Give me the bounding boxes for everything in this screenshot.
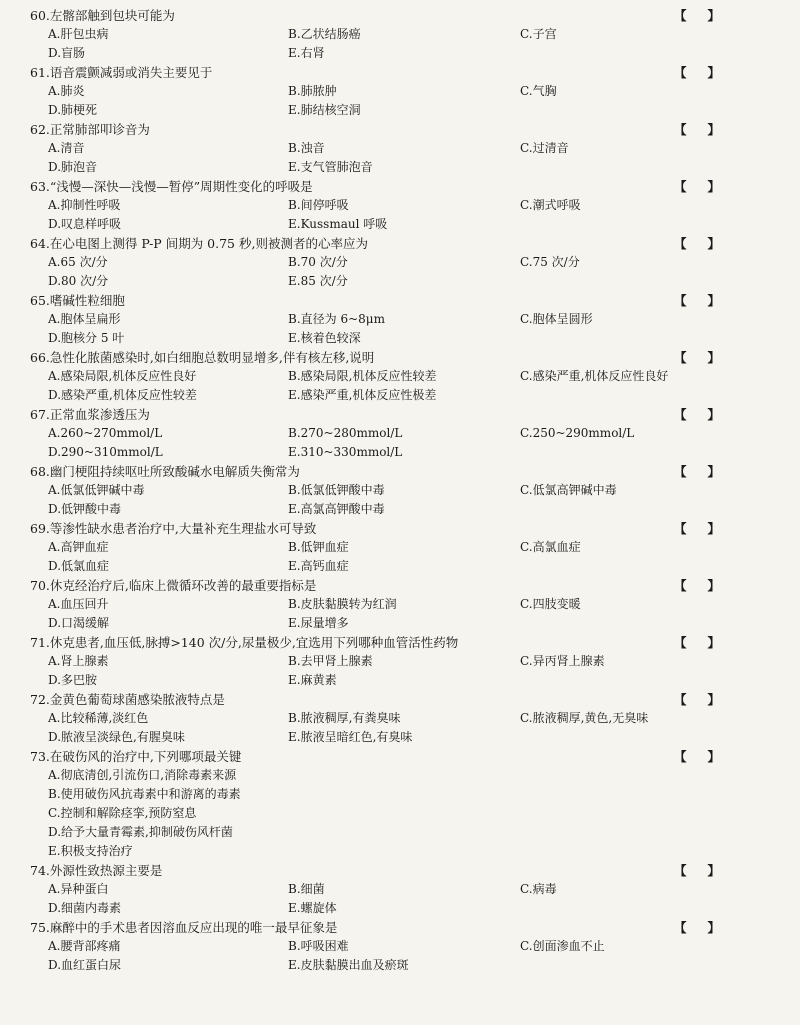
- question-65: [30, 291, 782, 348]
- bracket-left: 【: [674, 350, 687, 365]
- option-e: E.Kussmaul 呼吸: [288, 217, 388, 231]
- bracket-right: 】: [707, 692, 720, 707]
- question-stem: 63.“浅慢—深快—浅慢—暂停”周期性变化的呼吸是: [30, 179, 313, 194]
- bracket-right: 】: [707, 920, 720, 935]
- bracket-right: 】: [707, 863, 720, 878]
- option-a: A.肝包虫病: [48, 27, 109, 41]
- option-b: B.乙状结肠癌: [288, 27, 361, 41]
- answer-bracket: [674, 63, 720, 82]
- question-stem: 73.在破伤风的治疗中,下列哪项最关键: [30, 749, 242, 764]
- bracket-right: 】: [707, 578, 720, 593]
- question-stem: 67.正常血浆渗透压为: [30, 407, 150, 422]
- options-list: [30, 424, 782, 462]
- option-e: E.高钙血症: [288, 559, 349, 573]
- option-b: B.皮肤黏膜转为红润: [288, 597, 397, 611]
- options-list: [30, 652, 782, 690]
- bracket-left: 【: [674, 692, 687, 707]
- option-d: D.80 次/分: [48, 274, 109, 288]
- options-list: [30, 196, 782, 234]
- options-list: [30, 595, 782, 633]
- option-d: D.肺泡音: [48, 160, 98, 174]
- question-stem: 75.麻醉中的手术患者因溶血反应出现的唯一最早征象是: [30, 920, 338, 935]
- options-list: [30, 253, 782, 291]
- bracket-left: 【: [674, 920, 687, 935]
- option-e: E.85 次/分: [288, 274, 348, 288]
- question-75: [30, 918, 782, 975]
- option-d: D.290~310mmol/L: [48, 445, 163, 459]
- option-e: E.尿量增多: [288, 616, 349, 630]
- option-c: C.四肢变暖: [520, 597, 581, 611]
- answer-bracket: [674, 291, 720, 310]
- option-c: C.子宫: [520, 27, 557, 41]
- bracket-right: 】: [707, 65, 720, 80]
- answer-bracket: [674, 405, 720, 424]
- option-c: C.250~290mmol/L: [520, 426, 635, 440]
- option-a: A.清音: [48, 141, 85, 155]
- options-list: [30, 880, 782, 918]
- answer-bracket: [674, 633, 720, 652]
- bracket-right: 】: [707, 350, 720, 365]
- option-a: A.胞体呈扁形: [48, 312, 121, 326]
- question-71: [30, 633, 782, 690]
- question-stem: 70.休克经治疗后,临床上微循环改善的最重要指标是: [30, 578, 317, 593]
- option-a: A.抑制性呼吸: [48, 198, 121, 212]
- answer-bracket: [674, 519, 720, 538]
- question-67: [30, 405, 782, 462]
- option-a: A.彻底清创,引流伤口,消除毒素来源: [48, 768, 237, 782]
- option-a: A.肺炎: [48, 84, 85, 98]
- options-list: [30, 367, 782, 405]
- option-c: C.高氯血症: [520, 540, 581, 554]
- bracket-right: 】: [707, 122, 720, 137]
- option-c: C.胞体呈圆形: [520, 312, 593, 326]
- option-d: D.多巴胺: [48, 673, 98, 687]
- question-stem: 61.语音震颤减弱或消失主要见于: [30, 65, 213, 80]
- question-stem: 66.急性化脓菌感染时,如白细胞总数明显增多,伴有核左移,说明: [30, 350, 375, 365]
- option-c: C.创面渗血不止: [520, 939, 605, 953]
- option-b: B.呼吸困难: [288, 939, 349, 953]
- option-e: E.支气管肺泡音: [288, 160, 373, 174]
- option-a: A.65 次/分: [48, 255, 108, 269]
- bracket-left: 【: [674, 236, 687, 251]
- bracket-left: 【: [674, 65, 687, 80]
- option-c: C.气胸: [520, 84, 557, 98]
- options-list: [30, 937, 782, 975]
- answer-bracket: [674, 348, 720, 367]
- option-e: E.积极支持治疗: [48, 844, 133, 858]
- option-a: A.肾上腺素: [48, 654, 109, 668]
- option-c: C.过清音: [520, 141, 569, 155]
- option-e: E.核着色较深: [288, 331, 361, 345]
- option-c: C.潮式呼吸: [520, 198, 581, 212]
- option-b: B.肺脓肿: [288, 84, 337, 98]
- options-list: [30, 82, 782, 120]
- option-c: C.感染严重,机体反应性良好: [520, 369, 669, 383]
- option-b: B.直径为 6~8μm: [288, 312, 385, 326]
- option-a: A.低氯低钾碱中毒: [48, 483, 145, 497]
- bracket-left: 【: [674, 863, 687, 878]
- question-stem: 69.等渗性缺水患者治疗中,大量补充生理盐水可导致: [30, 521, 317, 536]
- option-b: B.浊音: [288, 141, 325, 155]
- options-list: [30, 25, 782, 63]
- options-list: [30, 481, 782, 519]
- option-a: A.260~270mmol/L: [48, 426, 163, 440]
- option-a: A.感染局限,机体反应性良好: [48, 369, 197, 383]
- option-e: E.螺旋体: [288, 901, 337, 915]
- bracket-left: 【: [674, 521, 687, 536]
- answer-bracket: [674, 462, 720, 481]
- option-d: D.低氯血症: [48, 559, 110, 573]
- options-list: [30, 538, 782, 576]
- option-d: D.给予大量青霉素,抑制破伤风杆菌: [48, 825, 233, 839]
- option-c: C.低氯高钾碱中毒: [520, 483, 617, 497]
- bracket-right: 】: [707, 407, 720, 422]
- answer-bracket: [674, 918, 720, 937]
- bracket-right: 】: [707, 635, 720, 650]
- question-stem: 74.外源性致热源主要是: [30, 863, 163, 878]
- answer-bracket: [674, 576, 720, 595]
- option-d: D.低钾酸中毒: [48, 502, 122, 516]
- option-d: D.细菌内毒素: [48, 901, 122, 915]
- question-61: [30, 63, 782, 120]
- option-b: B.70 次/分: [288, 255, 348, 269]
- option-e: E.脓液呈暗红色,有臭味: [288, 730, 413, 744]
- question-stem: 65.嗜碱性粒细胞: [30, 293, 125, 308]
- question-72: [30, 690, 782, 747]
- option-b: B.使用破伤风抗毒素中和游离的毒素: [48, 787, 241, 801]
- answer-bracket: [674, 177, 720, 196]
- answer-bracket: [674, 861, 720, 880]
- bracket-right: 】: [707, 521, 720, 536]
- option-d: D.叹息样呼吸: [48, 217, 122, 231]
- question-stem: 64.在心电图上测得 P-P 间期为 0.75 秒,则被测者的心率应为: [30, 236, 368, 251]
- option-b: B.去甲肾上腺素: [288, 654, 373, 668]
- question-62: [30, 120, 782, 177]
- question-stem: 72.金黄色葡萄球菌感染脓液特点是: [30, 692, 225, 707]
- option-d: D.肺梗死: [48, 103, 98, 117]
- option-e: E.感染严重,机体反应性极差: [288, 388, 437, 402]
- bracket-left: 【: [674, 635, 687, 650]
- options-list: [30, 709, 782, 747]
- bracket-left: 【: [674, 122, 687, 137]
- question-66: [30, 348, 782, 405]
- options-list: [30, 310, 782, 348]
- option-d: D.盲肠: [48, 46, 86, 60]
- question-68: [30, 462, 782, 519]
- bracket-right: 】: [707, 293, 720, 308]
- option-a: A.腰背部疼痛: [48, 939, 121, 953]
- question-stem: 68.幽门梗阻持续呕吐所致酸碱水电解质失衡常为: [30, 464, 300, 479]
- option-b: B.间停呼吸: [288, 198, 349, 212]
- option-e: E.皮肤黏膜出血及瘀斑: [288, 958, 409, 972]
- bracket-left: 【: [674, 578, 687, 593]
- bracket-left: 【: [674, 179, 687, 194]
- option-e: E.高氯高钾酸中毒: [288, 502, 385, 516]
- bracket-right: 】: [707, 464, 720, 479]
- option-a: A.血压回升: [48, 597, 109, 611]
- option-a: A.异种蛋白: [48, 882, 109, 896]
- option-b: B.低氯低钾酸中毒: [288, 483, 385, 497]
- answer-bracket: [674, 6, 720, 25]
- option-e: E.右肾: [288, 46, 325, 60]
- option-a: A.比较稀薄,淡红色: [48, 711, 149, 725]
- question-73: [30, 747, 782, 861]
- bracket-left: 【: [674, 407, 687, 422]
- question-64: [30, 234, 782, 291]
- bracket-left: 【: [674, 749, 687, 764]
- option-b: B.低钾血症: [288, 540, 349, 554]
- option-c: C.控制和解除痉挛,预防窒息: [48, 806, 197, 820]
- option-c: C.病毒: [520, 882, 557, 896]
- option-c: C.异丙肾上腺素: [520, 654, 605, 668]
- answer-bracket: [674, 690, 720, 709]
- options-list: [30, 766, 782, 861]
- answer-bracket: [674, 747, 720, 766]
- question-stem: 60.左髂部触到包块可能为: [30, 8, 175, 23]
- bracket-left: 【: [674, 464, 687, 479]
- option-d: D.口渴缓解: [48, 616, 110, 630]
- option-a: A.高钾血症: [48, 540, 109, 554]
- bracket-right: 】: [707, 8, 720, 23]
- question-69: [30, 519, 782, 576]
- option-c: C.脓液稠厚,黄色,无臭味: [520, 711, 649, 725]
- bracket-left: 【: [674, 8, 687, 23]
- question-70: [30, 576, 782, 633]
- options-list: [30, 139, 782, 177]
- option-d: D.感染严重,机体反应性较差: [48, 388, 197, 402]
- option-d: D.脓液呈淡绿色,有腥臭味: [48, 730, 185, 744]
- option-e: E.麻黄素: [288, 673, 337, 687]
- option-b: B.脓液稠厚,有粪臭味: [288, 711, 401, 725]
- option-e: E.310~330mmol/L: [288, 445, 403, 459]
- question-63: [30, 177, 782, 234]
- question-60: [30, 6, 782, 63]
- question-stem: 71.休克患者,血压低,脉搏>140 次/分,尿量极少,宜选用下列哪种血管活性药物: [30, 635, 459, 650]
- option-c: C.75 次/分: [520, 255, 580, 269]
- bracket-left: 【: [674, 293, 687, 308]
- option-b: B.270~280mmol/L: [288, 426, 403, 440]
- question-stem: 62.正常肺部叩诊音为: [30, 122, 150, 137]
- bracket-right: 】: [707, 179, 720, 194]
- question-74: [30, 861, 782, 918]
- bracket-right: 】: [707, 749, 720, 764]
- option-e: E.肺结核空洞: [288, 103, 361, 117]
- answer-bracket: [674, 120, 720, 139]
- answer-bracket: [674, 234, 720, 253]
- option-d: D.血红蛋白尿: [48, 958, 122, 972]
- option-d: D.胞核分 5 叶: [48, 331, 125, 345]
- bracket-right: 】: [707, 236, 720, 251]
- option-b: B.感染局限,机体反应性较差: [288, 369, 437, 383]
- option-b: B.细菌: [288, 882, 325, 896]
